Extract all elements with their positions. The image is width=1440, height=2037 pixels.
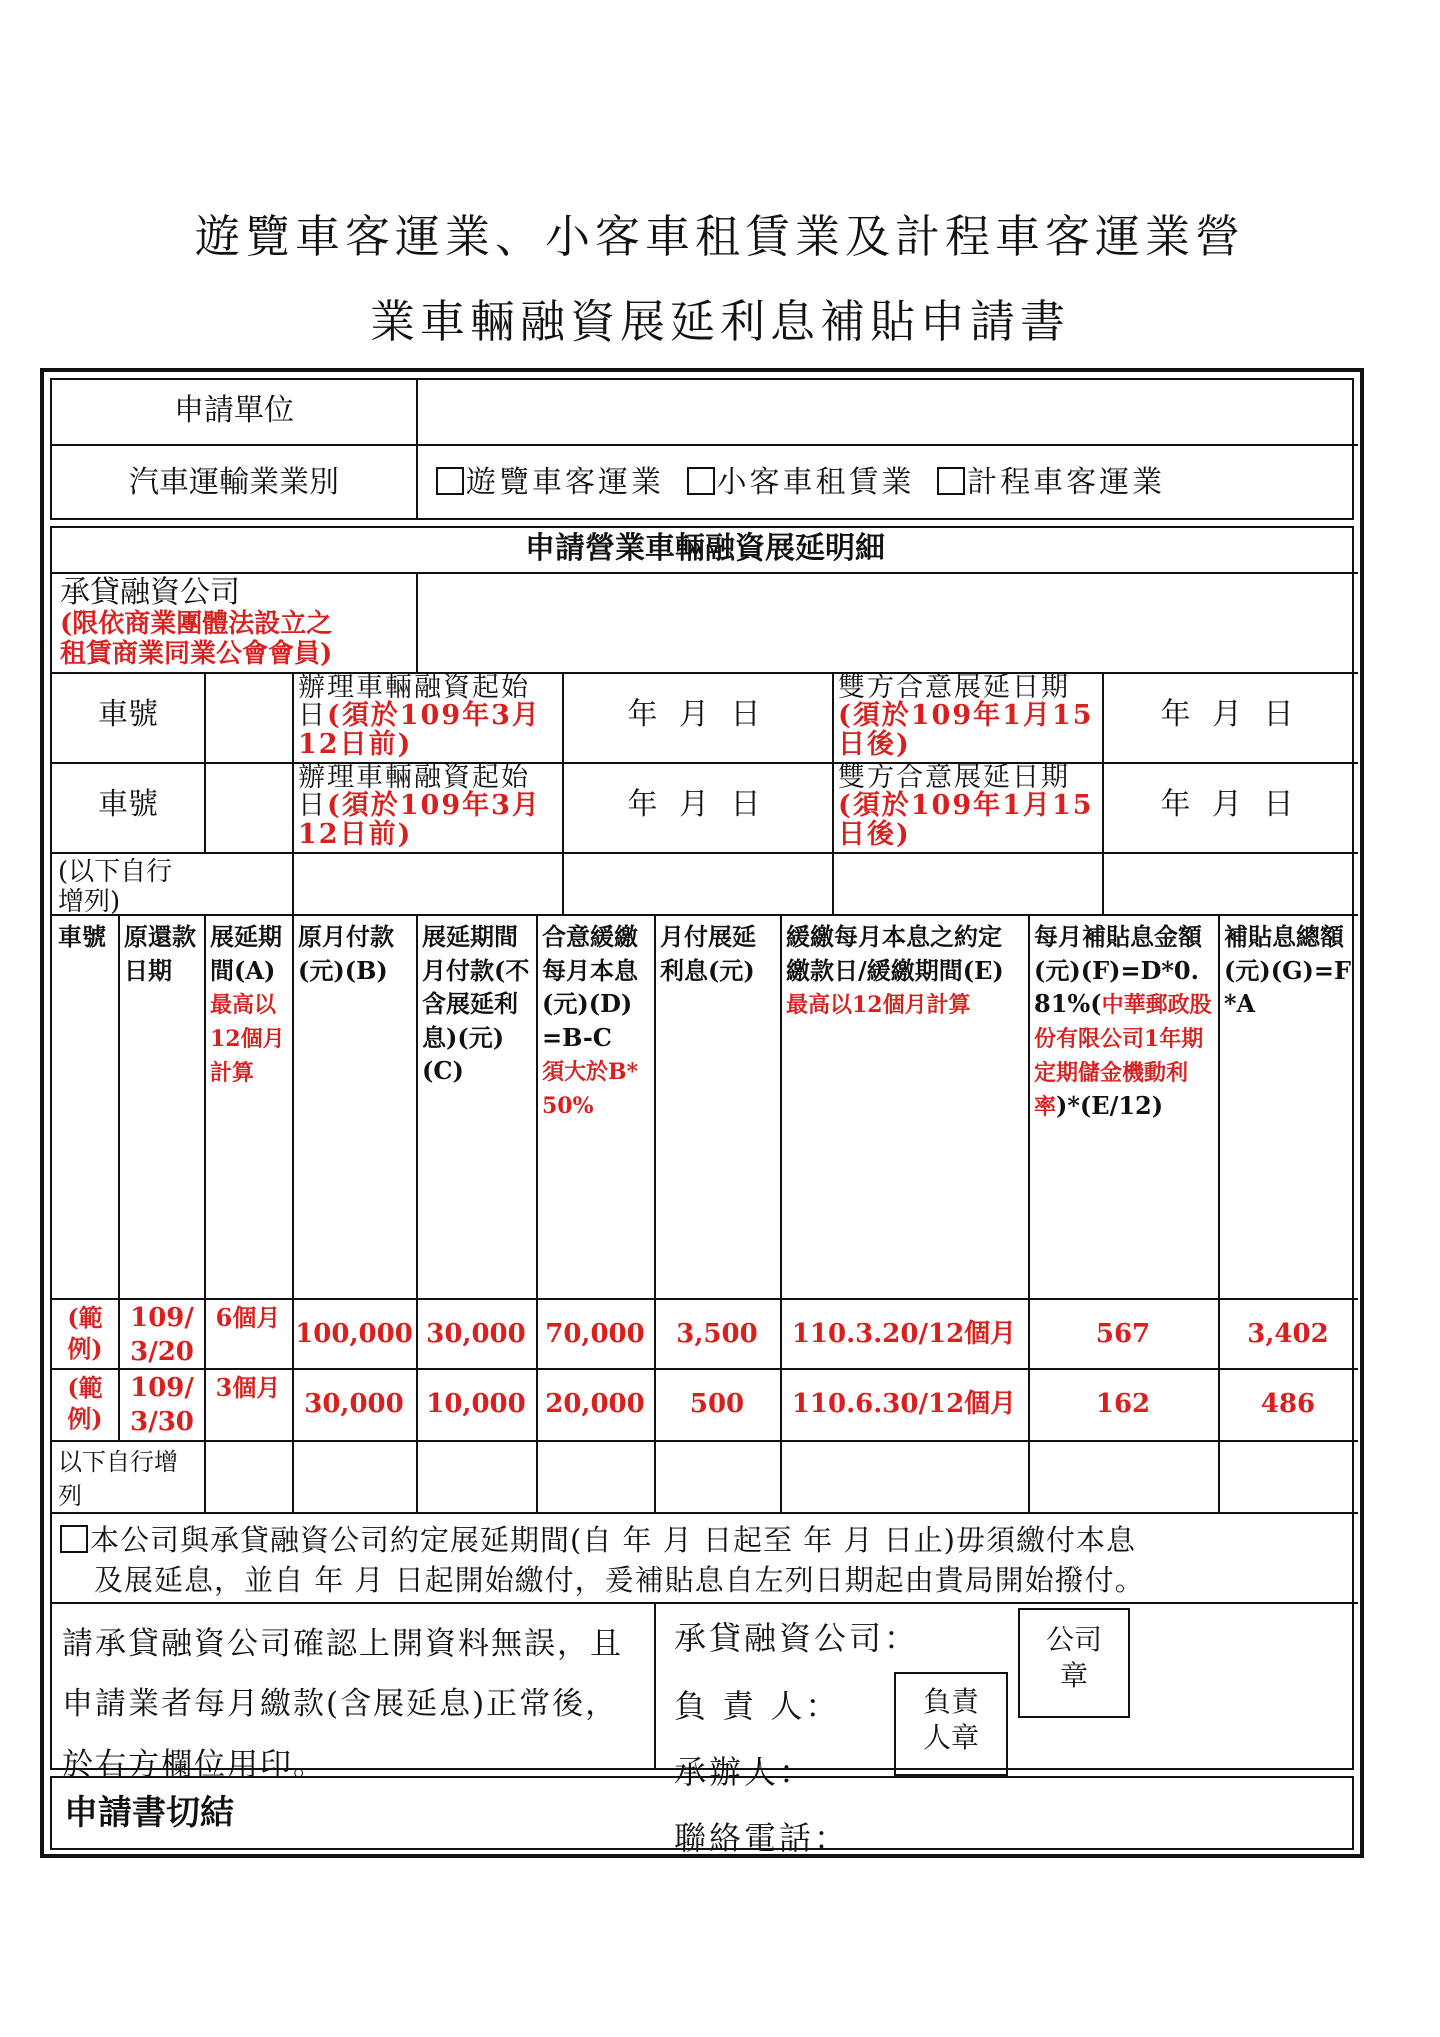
table-row-2-period: 3個月 — [215, 1373, 281, 1402]
lender-note-2: 租賃商業同業公會會員) — [60, 639, 333, 669]
phone-label: 聯絡電話： — [674, 1819, 850, 1857]
add-more-note-1: (以下自行增列) — [58, 857, 173, 917]
form-title-line1: 遊覽車客運業、小客車租賃業及計程車客運業營 — [194, 210, 1245, 263]
header-payment-date: 緩繳每月本息之約定繳款日/緩繳期間(E) 最高以12個月計算 — [786, 922, 1004, 1019]
table-row-2-extension: 10,000 — [426, 1389, 526, 1419]
header-monthly-interest: 月付展延利息(元) — [660, 922, 756, 985]
header-plate: 車號 — [58, 922, 106, 951]
header-total-subsidy: 補貼息總額(元)(G)=F*A — [1224, 922, 1352, 1019]
table-row-1-total: 3,402 — [1247, 1319, 1329, 1349]
applicant-label: 申請單位 — [174, 393, 294, 428]
plate-label-1: 車號 — [98, 697, 158, 732]
lender-field[interactable] — [422, 576, 1352, 668]
checkbox-taxi[interactable] — [937, 467, 965, 495]
table-row-2-original: 30,000 — [304, 1389, 404, 1419]
table-row-1-interest: 3,500 — [676, 1319, 758, 1349]
handler-label: 承辦人： — [674, 1753, 815, 1791]
header-extension-payment: 展延期間月付款(不含展延利息)(元)(C) — [422, 922, 530, 1086]
lender-label: 承貸融資公司 — [60, 575, 240, 610]
start-date-label-1: 辦理車輛融資起始日(須於109年3月12日前) — [298, 672, 541, 760]
header-original-payment: 原月付款(元)(B) — [298, 922, 394, 985]
header-original-due: 原還款日期 — [124, 922, 196, 985]
table-row-1-plate: (範例) — [67, 1303, 103, 1364]
table-row-1-due: 109/3/20 — [130, 1303, 194, 1367]
table-row-1-period: 6個月 — [215, 1303, 281, 1332]
table-row-2-deferred: 20,000 — [545, 1389, 645, 1419]
confirm-text: 請承貸融資公司確認上開資料無誤，且申請業者每月繳款(含展延息)正常後，於右方欄位用印。 — [62, 1626, 623, 1783]
add-more-note-2: 以下自行增列 — [58, 1448, 178, 1510]
category-label: 汽車運輸業業別 — [129, 465, 339, 500]
application-form — [40, 368, 1364, 1858]
start-date-value-1[interactable]: 年 月 日 — [627, 697, 767, 732]
responsible-label: 負 責 人： — [674, 1687, 841, 1725]
table-row-2-monthly: 162 — [1095, 1389, 1151, 1419]
declaration-line1: 本公司與承貸融資公司約定展延期間(自 年 月 日起至 年 月 日止)毋須繳付本息 — [60, 1524, 1136, 1557]
table-row-1-date: 110.3.20/12個月 — [791, 1319, 1017, 1349]
table-row-2-date: 110.6.30/12個月 — [791, 1389, 1017, 1419]
table-row-1-deferred: 70,000 — [545, 1319, 645, 1349]
lender-company-label: 承貸融資公司： — [674, 1619, 920, 1657]
table-row-2-total: 486 — [1260, 1389, 1316, 1419]
lender-note-1: (限依商業團體法設立之 — [60, 609, 333, 639]
applicant-field[interactable] — [422, 382, 1352, 440]
table-row-2-plate: (範例) — [67, 1373, 103, 1434]
table-row-1-extension: 30,000 — [426, 1319, 526, 1349]
header-deferred-payment: 合意緩繳每月本息(元)(D)=B-C 須大於B*50% — [542, 922, 639, 1120]
table-row-1-original: 100,000 — [295, 1319, 413, 1349]
section-title: 申請營業車輛融資展延明細 — [525, 531, 885, 566]
table-row-1-monthly: 567 — [1095, 1319, 1151, 1349]
pledge-title: 申請書切結 — [64, 1793, 234, 1833]
person-seal-box: 負責人章 — [894, 1672, 1008, 1776]
table-row-2-interest: 500 — [689, 1389, 745, 1419]
start-date-value-2[interactable]: 年 月 日 — [627, 787, 767, 822]
checkbox-declaration[interactable] — [60, 1525, 88, 1553]
agree-date-value-2[interactable]: 年 月 日 — [1160, 787, 1300, 822]
category-car-rental: 小客車租賃業 — [716, 465, 915, 500]
category-taxi: 計程車客運業 — [967, 465, 1166, 500]
agree-date-label-1: 雙方合意展延日期(須於109年1月15日後) — [838, 672, 1094, 760]
declaration-line2: 及展延息，並自 年 月 日起開始繳付，爰補貼息自左列日期起由貴局開始撥付。 — [94, 1563, 1145, 1597]
agree-date-label-2: 雙方合意展延日期(須於109年1月15日後) — [838, 762, 1094, 850]
category-options — [436, 466, 1165, 501]
category-tour-bus: 遊覽車客運業 — [466, 465, 664, 500]
start-date-label-2: 辦理車輛融資起始日(須於109年3月12日前) — [298, 762, 541, 850]
agree-date-value-1[interactable]: 年 月 日 — [1160, 697, 1300, 732]
form-title-line2: 業車輛融資展延利息補貼申請書 — [369, 295, 1070, 348]
header-extension-period: 展延期間(A) 最高以12個月計算 — [210, 922, 285, 1086]
header-monthly-subsidy: 每月補貼息金額(元)(F)=D*0.81%(中華郵政股份有限公司1年期定期儲金機動利率)*(E/12) — [1034, 922, 1212, 1120]
plate-label-2: 車號 — [98, 787, 158, 822]
checkbox-tour-bus[interactable] — [436, 467, 464, 495]
checkbox-car-rental[interactable] — [687, 467, 715, 495]
company-seal-box: 公司章 — [1018, 1608, 1130, 1718]
table-row-2-due: 109/3/30 — [130, 1373, 194, 1437]
pledge-box — [50, 1776, 1354, 1850]
applicant-box — [50, 378, 1354, 520]
